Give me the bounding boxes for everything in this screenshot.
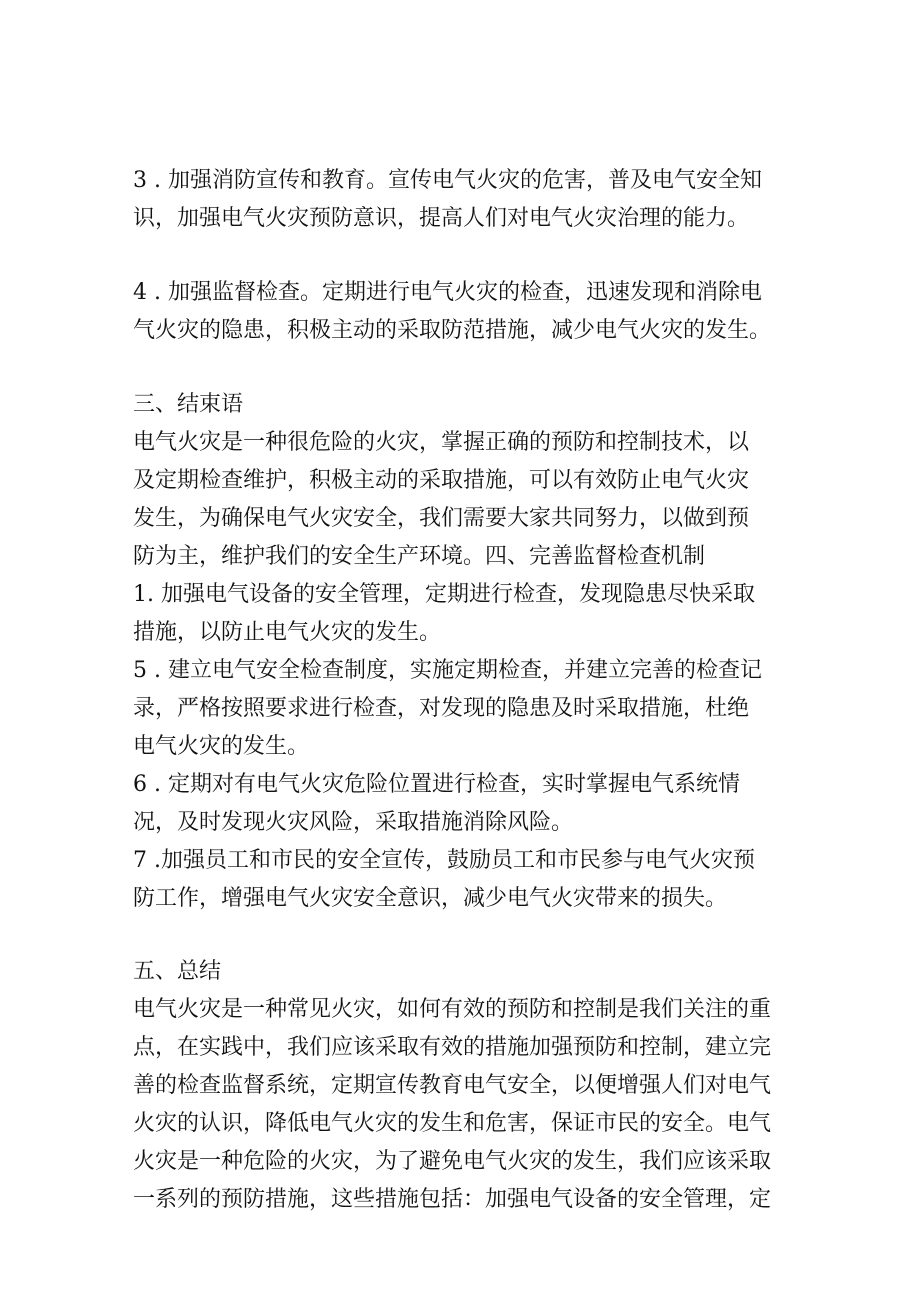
paragraph-spacer — [133, 350, 803, 386]
text-line: 一系列的预防措施，这些措施包括：加强电气设备的安全管理，定 — [133, 1187, 772, 1212]
section-heading-conclusion: 三、结束语 — [133, 392, 244, 417]
text-line: 气火灾的隐患，积极主动的采取防范措施，减少电气火灾的发生。 — [133, 318, 772, 343]
list-inspection-measures — [133, 576, 803, 918]
paragraph-summary — [133, 991, 803, 1219]
section-heading-summary: 五、总结 — [133, 959, 222, 984]
list-item: 措施，以防止电气火灾的发生。 — [133, 620, 442, 645]
list-item: 5 . 建立电气安全检查制度，实施定期检查，并建立完善的检查记 — [133, 658, 762, 683]
document-content — [133, 162, 803, 1219]
text-line: 火灾的认识，降低电气火灾的发生和危害，保证市民的安全。电气 — [133, 1111, 772, 1136]
text-line: 3 . 加强消防宣传和教育。宣传电气火灾的危害，普及电气安全知 — [133, 168, 762, 193]
list-item: 录，严格按照要求进行检查，对发现的隐患及时采取措施，杜绝 — [133, 696, 750, 721]
text-line: 及定期检查维护，积极主动的采取措施，可以有效防止电气火灾 — [133, 468, 750, 493]
paragraph-spacer — [133, 918, 803, 953]
paragraph-item-3 — [133, 162, 803, 238]
paragraph-conclusion — [133, 424, 803, 576]
text-line: 4 . 加强监督检查。定期进行电气火灾的检查，迅速发现和消除电 — [133, 280, 762, 305]
text-line: 火灾是一种危险的火灾，为了避免电气火灾的发生，我们应该采取 — [133, 1149, 772, 1174]
list-item: 况，及时发现火灾风险，采取措施消除风险。 — [133, 810, 574, 835]
text-line: 识，加强电气火灾预防意识，提高人们对电气火灾治理的能力。 — [133, 206, 750, 231]
list-item: 电气火灾的发生。 — [133, 734, 310, 759]
list-item: 6 . 定期对有电气火灾危险位置进行检查，实时掌握电气系统情 — [133, 772, 740, 797]
text-line: 防为主，维护我们的安全生产环境。四、完善监督检查机制 — [133, 544, 706, 569]
list-item: 7 .加强员工和市民的安全宣传，鼓励员工和市民参与电气火灾预 — [133, 848, 755, 873]
text-line: 发生，为确保电气火灾安全，我们需要大家共同努力，以做到预 — [133, 506, 750, 531]
text-line: 电气火灾是一种常见火灾，如何有效的预防和控制是我们关注的重 — [133, 997, 772, 1022]
paragraph-item-4 — [133, 274, 803, 350]
list-item: 1. 加强电气设备的安全管理，定期进行检查，发现隐患尽快采取 — [133, 582, 755, 607]
text-line: 善的检查监督系统，定期宣传教育电气安全，以便增强人们对电气 — [133, 1073, 772, 1098]
list-item: 防工作，增强电气火灾安全意识，减少电气火灾带来的损失。 — [133, 886, 728, 911]
paragraph-spacer — [133, 238, 803, 274]
text-line: 点，在实践中，我们应该采取有效的措施加强预防和控制，建立完 — [133, 1035, 772, 1060]
text-line: 电气火灾是一种很危险的火灾，掌握正确的预防和控制技术，以 — [133, 430, 750, 455]
